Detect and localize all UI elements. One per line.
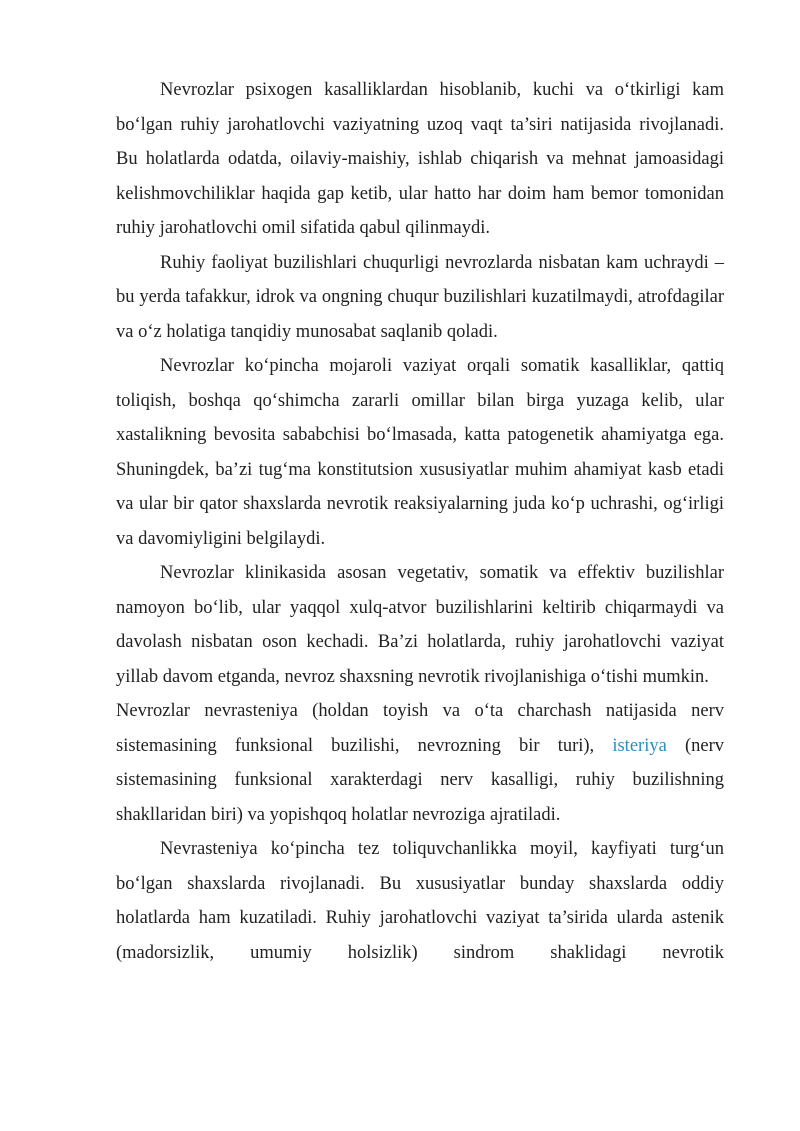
paragraph: Nevrozlar psixogen kasalliklardan hisoblanib, kuchi va o‘tkirligi kam bo‘lgan ruhiy jarohatlovchi vaziyatning uzoq vaqt ta’siri natijasida rivojlanadi. Bu holatlarda odatda, oilaviy-maishiy, ishlab chiqarish va mehnat jamoasidagi kelishmovchiliklar haqida gap ketib, ular hatto har doim ham bemor tomonidan ruhiy jarohatlovchi omil sifatida qabul qilinmaydi. [116, 80, 724, 238]
paragraph: Nevrozlar ko‘pincha mojaroli vaziyat orqali somatik kasalliklar, qattiq toliqish, boshqa qo‘shimcha zararli omillar bilan birga yuzaga kelib, ular xastalikning bevosita sababchisi bo‘lmasada, katta patogenetik ahamiyatga ega. Shuningdek, ba’zi tug‘ma konstitutsion xususiyatlar muhim ahamiyat kasb etadi va ular bir qator shaxslarda nevrotik reaksiyalarning juda ko‘p uchrashi, og‘irligi va davomiyligini belgilaydi. [116, 356, 724, 549]
document-page [116, 73, 724, 970]
paragraph-text: Nevrozlar nevrasteniya (holdan toyish va o‘ta charchash natijasida nerv sistemasining funksional buzilishi, nevrozning bir turi), [116, 701, 724, 756]
isteriya-link[interactable]: isteriya [612, 735, 667, 756]
paragraph: Nevrasteniya ko‘pincha tez toliquvchanlikka moyil, kayfiyati turg‘un bo‘lgan shaxslarda rivojlanadi. Bu xususiyatlar bunday shaxslarda oddiy holatlarda ham kuzatiladi. Ruhiy jarohatlovchi vaziyat ta’sirida ularda astenik (madorsizlik, umumiy holsizlik) sindrom shaklidagi nevrotik [116, 839, 724, 963]
paragraph-text: (nerv sistemasining funksional xarakterdagi nerv kasalligi, ruhiy buzilishning shakllaridan biri) va yopishqoq holatlar nevroziga ajratiladi. [116, 735, 724, 825]
paragraph: Ruhiy faoliyat buzilishlari chuqurligi nevrozlarda nisbatan kam uchraydi – bu yerda tafakkur, idrok va ongning chuqur buzilishlari kuzatilmaydi, atrofdagilar va o‘z holatiga tanqidiy munosabat saqlanib qoladi. [116, 252, 724, 342]
paragraph [116, 694, 724, 832]
paragraph: Nevrozlar klinikasida asosan vegetativ, somatik va effektiv buzilishlar namoyon bo‘lib, ular yaqqol xulq-atvor buzilishlarini keltirib chiqarmaydi va davolash nisbatan oson kechadi. Ba’zi holatlarda, ruhiy jarohatlovchi vaziyat yillab davom etganda, nevroz shaxsning nevrotik rivojlanishiga o‘tishi mumkin. [116, 563, 724, 687]
